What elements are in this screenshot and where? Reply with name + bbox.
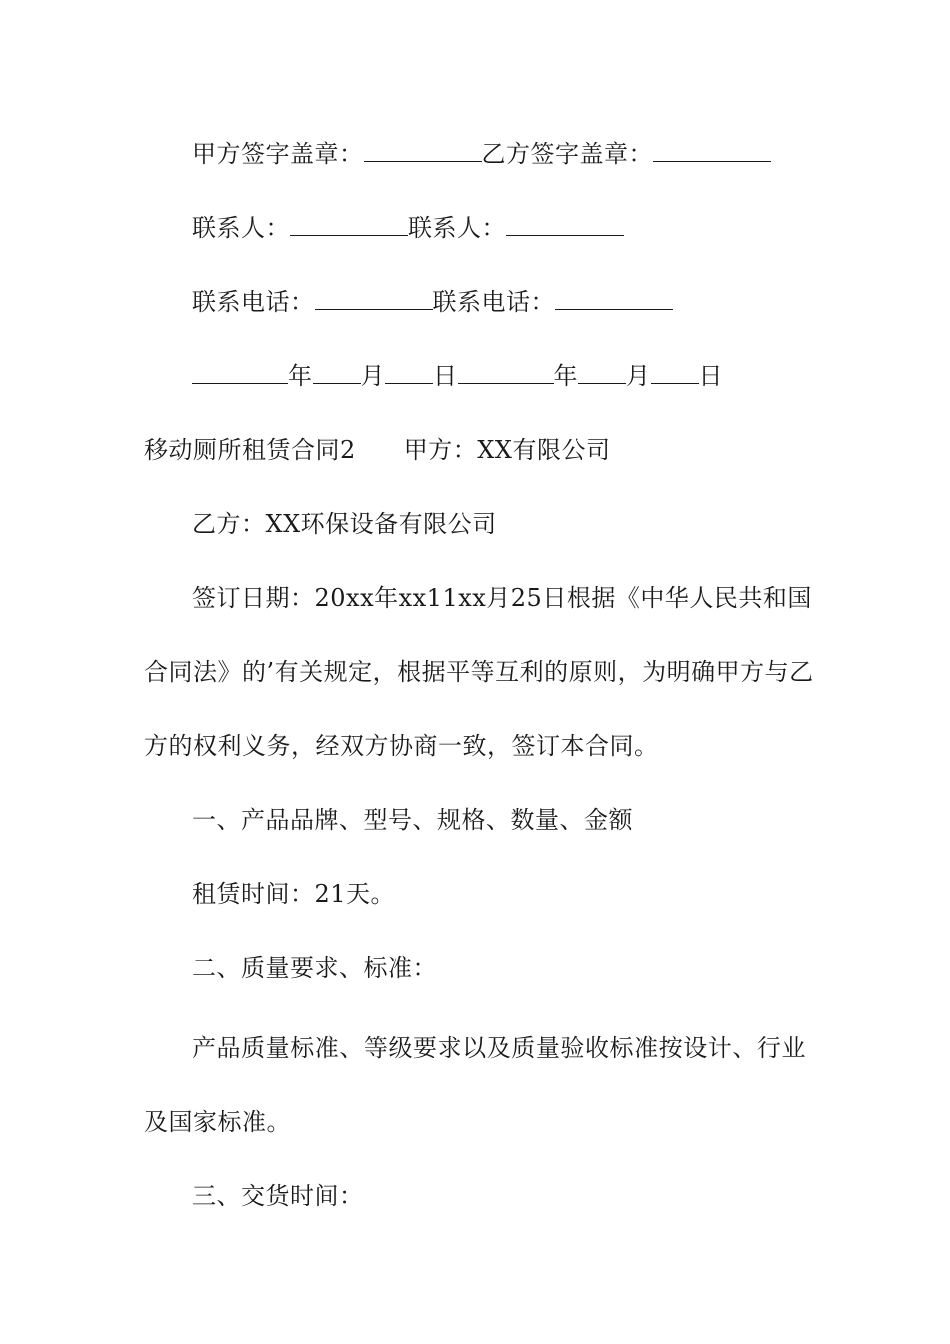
party-b-seal-blank bbox=[653, 139, 771, 162]
party-b-day-label: 日 bbox=[698, 362, 723, 390]
rental-period-text: 租赁时间：21天。 bbox=[192, 880, 396, 908]
section-3-heading-text: 三、交货时间： bbox=[192, 1182, 364, 1210]
rental-period bbox=[192, 878, 806, 910]
sign-date-line-2 bbox=[144, 656, 814, 688]
party-b-month-blank bbox=[578, 361, 626, 384]
contact-person-row bbox=[192, 212, 806, 244]
quality-text-2: 及国家标准。 bbox=[144, 1108, 291, 1136]
party-a-year-label: 年 bbox=[288, 362, 313, 390]
quality-text-1: 产品质量标准、等级要求以及质量验收标准按设计、行业 bbox=[192, 1034, 806, 1062]
sign-date-line-3 bbox=[144, 730, 806, 762]
contact-phone-row bbox=[192, 286, 806, 318]
party-a-seal-label: 甲方签字盖章： bbox=[192, 140, 364, 168]
party-a-name: 甲方：XX有限公司 bbox=[403, 436, 611, 464]
quality-line-2 bbox=[144, 1106, 806, 1138]
party-b-year-label: 年 bbox=[553, 362, 578, 390]
party-b-phone-blank bbox=[555, 287, 673, 310]
party-b-day-blank bbox=[651, 361, 699, 384]
quality-line-1 bbox=[192, 1032, 806, 1064]
party-a-phone-blank bbox=[315, 287, 433, 310]
party-b-month-label: 月 bbox=[626, 362, 651, 390]
party-a-month-blank bbox=[313, 361, 361, 384]
party-b-year-blank bbox=[458, 361, 554, 384]
sign-date-line-1 bbox=[192, 582, 812, 614]
section-2-heading bbox=[192, 952, 806, 984]
party-a-year-blank bbox=[192, 361, 288, 384]
party-a-seal-blank bbox=[364, 139, 482, 162]
party-b-row bbox=[192, 508, 806, 540]
section-3-heading bbox=[192, 1180, 806, 1212]
party-a-contact-label: 联系人： bbox=[192, 214, 290, 242]
contract-title-row bbox=[144, 434, 806, 466]
party-a-day-blank bbox=[385, 361, 433, 384]
party-b-contact-label: 联系人： bbox=[408, 214, 506, 242]
sign-date-text-1: 签订日期：20xx年xx11xx月25日根据《中华人民共和国 bbox=[192, 584, 812, 612]
signature-seal-row bbox=[192, 138, 806, 170]
party-b-contact-blank bbox=[506, 213, 624, 236]
sign-date-text-2: 合同法》的’有关规定，根据平等互利的原则，为明确甲方与乙 bbox=[144, 658, 814, 686]
date-row bbox=[192, 360, 806, 392]
party-b-phone-label: 联系电话： bbox=[432, 288, 555, 316]
section-1-heading-text: 一、产品品牌、型号、规格、数量、金额 bbox=[192, 806, 633, 834]
party-a-month-label: 月 bbox=[360, 362, 385, 390]
party-a-phone-label: 联系电话： bbox=[192, 288, 315, 316]
section-2-heading-text: 二、质量要求、标准： bbox=[192, 954, 437, 982]
sign-date-text-3: 方的权利义务，经双方协商一致，签订本合同。 bbox=[144, 732, 659, 760]
party-b-name: 乙方：XX环保设备有限公司 bbox=[192, 510, 497, 538]
section-1-heading bbox=[192, 804, 806, 836]
contract-title: 移动厕所租赁合同2 bbox=[144, 436, 356, 464]
party-b-seal-label: 乙方签字盖章： bbox=[481, 140, 653, 168]
party-a-day-label: 日 bbox=[433, 362, 458, 390]
party-a-contact-blank bbox=[290, 213, 408, 236]
